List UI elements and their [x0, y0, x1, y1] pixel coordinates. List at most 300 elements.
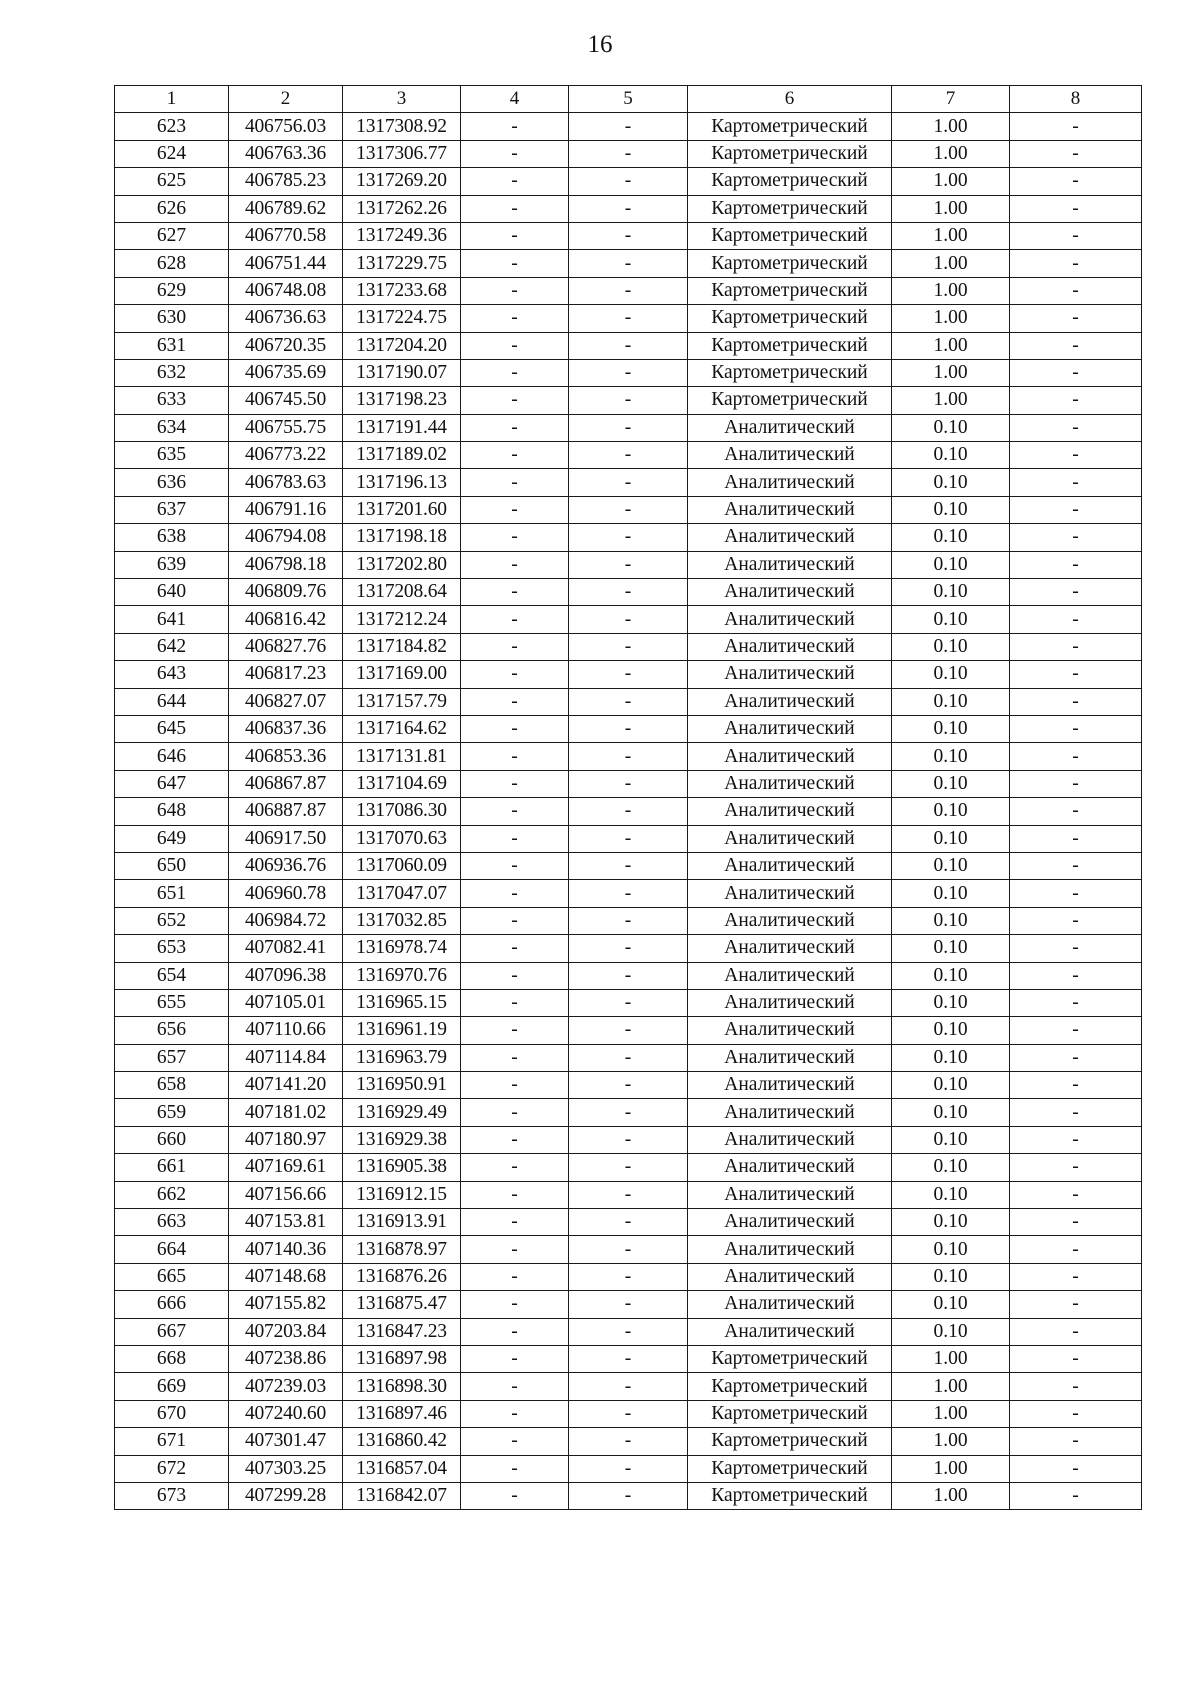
table-row: [115, 332, 1142, 359]
x-coordinate-cell: 407155.82: [229, 1291, 343, 1318]
column-4-cell: -: [461, 332, 569, 359]
point-number-cell: 665: [115, 1263, 229, 1290]
table-row: [115, 1318, 1142, 1345]
column-5-cell: -: [569, 798, 688, 825]
column-4-cell: -: [461, 688, 569, 715]
y-coordinate-cell: 1317212.24: [343, 606, 461, 633]
column-header: 3: [343, 86, 461, 113]
column-4-cell: -: [461, 1318, 569, 1345]
y-coordinate-cell: 1316961.19: [343, 1017, 461, 1044]
column-4-cell: -: [461, 606, 569, 633]
column-4-cell: -: [461, 579, 569, 606]
method-cell: Аналитический: [688, 1209, 892, 1236]
y-coordinate-cell: 1317208.64: [343, 579, 461, 606]
point-number-cell: 668: [115, 1345, 229, 1372]
method-cell: Картометрический: [688, 140, 892, 167]
y-coordinate-cell: 1317184.82: [343, 633, 461, 660]
y-coordinate-cell: 1317164.62: [343, 715, 461, 742]
column-8-cell: -: [1010, 277, 1142, 304]
point-number-cell: 635: [115, 442, 229, 469]
table-row: [115, 1017, 1142, 1044]
table-row: [115, 579, 1142, 606]
accuracy-cell: 0.10: [892, 715, 1010, 742]
x-coordinate-cell: 406720.35: [229, 332, 343, 359]
point-number-cell: 623: [115, 113, 229, 140]
table-row: [115, 935, 1142, 962]
column-8-cell: -: [1010, 1318, 1142, 1345]
method-cell: Аналитический: [688, 743, 892, 770]
accuracy-cell: 1.00: [892, 387, 1010, 414]
column-5-cell: -: [569, 1455, 688, 1482]
column-4-cell: -: [461, 1072, 569, 1099]
y-coordinate-cell: 1316897.98: [343, 1345, 461, 1372]
column-5-cell: -: [569, 1209, 688, 1236]
accuracy-cell: 0.10: [892, 633, 1010, 660]
column-5-cell: -: [569, 195, 688, 222]
accuracy-cell: 0.10: [892, 1154, 1010, 1181]
x-coordinate-cell: 406755.75: [229, 414, 343, 441]
table-row: [115, 222, 1142, 249]
column-5-cell: -: [569, 1126, 688, 1153]
column-5-cell: -: [569, 770, 688, 797]
point-number-cell: 636: [115, 469, 229, 496]
table-row: [115, 633, 1142, 660]
y-coordinate-cell: 1316897.46: [343, 1400, 461, 1427]
y-coordinate-cell: 1317169.00: [343, 661, 461, 688]
column-5-cell: -: [569, 907, 688, 934]
y-coordinate-cell: 1317189.02: [343, 442, 461, 469]
column-4-cell: -: [461, 1428, 569, 1455]
accuracy-cell: 0.10: [892, 1236, 1010, 1263]
column-5-cell: -: [569, 1291, 688, 1318]
column-5-cell: -: [569, 305, 688, 332]
accuracy-cell: 0.10: [892, 880, 1010, 907]
y-coordinate-cell: 1317191.44: [343, 414, 461, 441]
method-cell: Аналитический: [688, 1017, 892, 1044]
accuracy-cell: 1.00: [892, 195, 1010, 222]
column-5-cell: -: [569, 496, 688, 523]
point-number-cell: 664: [115, 1236, 229, 1263]
column-8-cell: -: [1010, 222, 1142, 249]
point-number-cell: 641: [115, 606, 229, 633]
column-8-cell: -: [1010, 524, 1142, 551]
column-4-cell: -: [461, 551, 569, 578]
column-8-cell: -: [1010, 1482, 1142, 1509]
point-number-cell: 663: [115, 1209, 229, 1236]
point-number-cell: 666: [115, 1291, 229, 1318]
column-5-cell: -: [569, 1099, 688, 1126]
table-row: [115, 1482, 1142, 1509]
table-row: [115, 113, 1142, 140]
point-number-cell: 647: [115, 770, 229, 797]
y-coordinate-cell: 1317249.36: [343, 222, 461, 249]
column-4-cell: -: [461, 825, 569, 852]
y-coordinate-cell: 1316875.47: [343, 1291, 461, 1318]
x-coordinate-cell: 406791.16: [229, 496, 343, 523]
column-4-cell: -: [461, 277, 569, 304]
column-5-cell: -: [569, 688, 688, 715]
column-4-cell: -: [461, 907, 569, 934]
method-cell: Аналитический: [688, 1099, 892, 1126]
method-cell: Картометрический: [688, 1482, 892, 1509]
method-cell: Аналитический: [688, 852, 892, 879]
y-coordinate-cell: 1316860.42: [343, 1428, 461, 1455]
accuracy-cell: 1.00: [892, 168, 1010, 195]
column-5-cell: -: [569, 1428, 688, 1455]
column-4-cell: -: [461, 305, 569, 332]
method-cell: Картометрический: [688, 113, 892, 140]
column-5-cell: -: [569, 1345, 688, 1372]
column-4-cell: -: [461, 140, 569, 167]
column-8-cell: -: [1010, 1181, 1142, 1208]
method-cell: Аналитический: [688, 907, 892, 934]
accuracy-cell: 0.10: [892, 907, 1010, 934]
y-coordinate-cell: 1317308.92: [343, 113, 461, 140]
y-coordinate-cell: 1317306.77: [343, 140, 461, 167]
y-coordinate-cell: 1317262.26: [343, 195, 461, 222]
column-8-cell: -: [1010, 715, 1142, 742]
column-8-cell: -: [1010, 1400, 1142, 1427]
table-row: [115, 852, 1142, 879]
column-5-cell: -: [569, 359, 688, 386]
accuracy-cell: 0.10: [892, 442, 1010, 469]
column-4-cell: -: [461, 770, 569, 797]
x-coordinate-cell: 406960.78: [229, 880, 343, 907]
y-coordinate-cell: 1317204.20: [343, 332, 461, 359]
method-cell: Аналитический: [688, 880, 892, 907]
method-cell: Картометрический: [688, 1400, 892, 1427]
accuracy-cell: 0.10: [892, 579, 1010, 606]
accuracy-cell: 0.10: [892, 852, 1010, 879]
point-number-cell: 657: [115, 1044, 229, 1071]
column-4-cell: -: [461, 880, 569, 907]
table-row: [115, 1455, 1142, 1482]
accuracy-cell: 0.10: [892, 1072, 1010, 1099]
column-8-cell: -: [1010, 688, 1142, 715]
accuracy-cell: 0.10: [892, 469, 1010, 496]
method-cell: Аналитический: [688, 1154, 892, 1181]
column-5-cell: -: [569, 332, 688, 359]
y-coordinate-cell: 1316876.26: [343, 1263, 461, 1290]
point-number-cell: 628: [115, 250, 229, 277]
method-cell: Картометрический: [688, 387, 892, 414]
column-8-cell: -: [1010, 1209, 1142, 1236]
point-number-cell: 631: [115, 332, 229, 359]
x-coordinate-cell: 406756.03: [229, 113, 343, 140]
accuracy-cell: 0.10: [892, 935, 1010, 962]
table-row: [115, 880, 1142, 907]
method-cell: Картометрический: [688, 1455, 892, 1482]
point-number-cell: 652: [115, 907, 229, 934]
column-8-cell: -: [1010, 825, 1142, 852]
x-coordinate-cell: 407238.86: [229, 1345, 343, 1372]
method-cell: Картометрический: [688, 195, 892, 222]
y-coordinate-cell: 1316878.97: [343, 1236, 461, 1263]
method-cell: Картометрический: [688, 359, 892, 386]
method-cell: Картометрический: [688, 168, 892, 195]
point-number-cell: 629: [115, 277, 229, 304]
column-4-cell: -: [461, 414, 569, 441]
column-8-cell: -: [1010, 195, 1142, 222]
table-row: [115, 195, 1142, 222]
column-4-cell: -: [461, 1455, 569, 1482]
point-number-cell: 669: [115, 1373, 229, 1400]
point-number-cell: 659: [115, 1099, 229, 1126]
y-coordinate-cell: 1316905.38: [343, 1154, 461, 1181]
column-header: 2: [229, 86, 343, 113]
column-5-cell: -: [569, 661, 688, 688]
accuracy-cell: 0.10: [892, 496, 1010, 523]
point-number-cell: 625: [115, 168, 229, 195]
column-4-cell: -: [461, 195, 569, 222]
point-number-cell: 648: [115, 798, 229, 825]
x-coordinate-cell: 406816.42: [229, 606, 343, 633]
y-coordinate-cell: 1317224.75: [343, 305, 461, 332]
column-4-cell: -: [461, 852, 569, 879]
point-number-cell: 655: [115, 989, 229, 1016]
column-8-cell: -: [1010, 359, 1142, 386]
x-coordinate-cell: 406763.36: [229, 140, 343, 167]
column-header: 5: [569, 86, 688, 113]
column-8-cell: -: [1010, 1373, 1142, 1400]
table-row: [115, 606, 1142, 633]
accuracy-cell: 1.00: [892, 250, 1010, 277]
accuracy-cell: 1.00: [892, 1345, 1010, 1372]
x-coordinate-cell: 406887.87: [229, 798, 343, 825]
column-8-cell: -: [1010, 387, 1142, 414]
method-cell: Аналитический: [688, 606, 892, 633]
point-number-cell: 645: [115, 715, 229, 742]
column-4-cell: -: [461, 1345, 569, 1372]
x-coordinate-cell: 406867.87: [229, 770, 343, 797]
page-number: 16: [587, 31, 613, 58]
x-coordinate-cell: 407303.25: [229, 1455, 343, 1482]
x-coordinate-cell: 407148.68: [229, 1263, 343, 1290]
accuracy-cell: 0.10: [892, 1099, 1010, 1126]
table-row: [115, 551, 1142, 578]
column-8-cell: -: [1010, 852, 1142, 879]
point-number-cell: 630: [115, 305, 229, 332]
y-coordinate-cell: 1317157.79: [343, 688, 461, 715]
point-number-cell: 639: [115, 551, 229, 578]
table-row: [115, 1072, 1142, 1099]
point-number-cell: 653: [115, 935, 229, 962]
column-5-cell: -: [569, 715, 688, 742]
method-cell: Аналитический: [688, 442, 892, 469]
column-header: 4: [461, 86, 569, 113]
table-row: [115, 743, 1142, 770]
method-cell: Аналитический: [688, 770, 892, 797]
column-8-cell: -: [1010, 1126, 1142, 1153]
column-5-cell: -: [569, 825, 688, 852]
column-5-cell: -: [569, 168, 688, 195]
column-8-cell: -: [1010, 469, 1142, 496]
accuracy-cell: 0.10: [892, 606, 1010, 633]
method-cell: Аналитический: [688, 1236, 892, 1263]
point-number-cell: 651: [115, 880, 229, 907]
table-row: [115, 140, 1142, 167]
column-4-cell: -: [461, 1154, 569, 1181]
x-coordinate-cell: 407110.66: [229, 1017, 343, 1044]
column-5-cell: -: [569, 113, 688, 140]
column-8-cell: -: [1010, 798, 1142, 825]
x-coordinate-cell: 406736.63: [229, 305, 343, 332]
column-8-cell: -: [1010, 168, 1142, 195]
x-coordinate-cell: 406745.50: [229, 387, 343, 414]
column-8-cell: -: [1010, 442, 1142, 469]
column-8-cell: -: [1010, 140, 1142, 167]
x-coordinate-cell: 406853.36: [229, 743, 343, 770]
accuracy-cell: 0.10: [892, 1044, 1010, 1071]
x-coordinate-cell: 407180.97: [229, 1126, 343, 1153]
accuracy-cell: 0.10: [892, 1209, 1010, 1236]
point-number-cell: 660: [115, 1126, 229, 1153]
accuracy-cell: 1.00: [892, 113, 1010, 140]
x-coordinate-cell: 407239.03: [229, 1373, 343, 1400]
column-header: 7: [892, 86, 1010, 113]
point-number-cell: 634: [115, 414, 229, 441]
method-cell: Картометрический: [688, 222, 892, 249]
column-5-cell: -: [569, 1017, 688, 1044]
column-5-cell: -: [569, 469, 688, 496]
column-4-cell: -: [461, 1400, 569, 1427]
y-coordinate-cell: 1316857.04: [343, 1455, 461, 1482]
column-5-cell: -: [569, 524, 688, 551]
method-cell: Аналитический: [688, 633, 892, 660]
x-coordinate-cell: 406984.72: [229, 907, 343, 934]
column-4-cell: -: [461, 168, 569, 195]
table-row: [115, 715, 1142, 742]
column-5-cell: -: [569, 222, 688, 249]
accuracy-cell: 0.10: [892, 825, 1010, 852]
column-5-cell: -: [569, 852, 688, 879]
x-coordinate-cell: 407181.02: [229, 1099, 343, 1126]
column-4-cell: -: [461, 1099, 569, 1126]
point-number-cell: 627: [115, 222, 229, 249]
column-5-cell: -: [569, 140, 688, 167]
column-8-cell: -: [1010, 606, 1142, 633]
column-8-cell: -: [1010, 414, 1142, 441]
column-4-cell: -: [461, 633, 569, 660]
column-4-cell: -: [461, 359, 569, 386]
accuracy-cell: 0.10: [892, 743, 1010, 770]
column-5-cell: -: [569, 606, 688, 633]
accuracy-cell: 1.00: [892, 1455, 1010, 1482]
method-cell: Аналитический: [688, 1318, 892, 1345]
column-4-cell: -: [461, 743, 569, 770]
y-coordinate-cell: 1317229.75: [343, 250, 461, 277]
table-row: [115, 688, 1142, 715]
column-5-cell: -: [569, 633, 688, 660]
method-cell: Аналитический: [688, 1126, 892, 1153]
accuracy-cell: 0.10: [892, 661, 1010, 688]
point-number-cell: 650: [115, 852, 229, 879]
y-coordinate-cell: 1316912.15: [343, 1181, 461, 1208]
column-4-cell: -: [461, 962, 569, 989]
accuracy-cell: 0.10: [892, 798, 1010, 825]
x-coordinate-cell: 406827.76: [229, 633, 343, 660]
column-5-cell: -: [569, 880, 688, 907]
column-4-cell: -: [461, 1482, 569, 1509]
column-5-cell: -: [569, 414, 688, 441]
accuracy-cell: 0.10: [892, 1017, 1010, 1044]
method-cell: Аналитический: [688, 414, 892, 441]
point-number-cell: 633: [115, 387, 229, 414]
y-coordinate-cell: 1316847.23: [343, 1318, 461, 1345]
column-8-cell: -: [1010, 332, 1142, 359]
x-coordinate-cell: 406783.63: [229, 469, 343, 496]
y-coordinate-cell: 1316913.91: [343, 1209, 461, 1236]
x-coordinate-cell: 407082.41: [229, 935, 343, 962]
x-coordinate-cell: 406809.76: [229, 579, 343, 606]
table-row: [115, 1181, 1142, 1208]
column-header: 8: [1010, 86, 1142, 113]
column-8-cell: -: [1010, 1017, 1142, 1044]
column-8-cell: -: [1010, 935, 1142, 962]
point-number-cell: 624: [115, 140, 229, 167]
point-number-cell: 671: [115, 1428, 229, 1455]
column-4-cell: -: [461, 1236, 569, 1263]
column-8-cell: -: [1010, 661, 1142, 688]
accuracy-cell: 1.00: [892, 1373, 1010, 1400]
column-4-cell: -: [461, 1044, 569, 1071]
y-coordinate-cell: 1317032.85: [343, 907, 461, 934]
accuracy-cell: 0.10: [892, 1263, 1010, 1290]
column-8-cell: -: [1010, 1044, 1142, 1071]
column-8-cell: -: [1010, 1236, 1142, 1263]
method-cell: Аналитический: [688, 935, 892, 962]
y-coordinate-cell: 1316978.74: [343, 935, 461, 962]
x-coordinate-cell: 407105.01: [229, 989, 343, 1016]
table-row: [115, 1373, 1142, 1400]
x-coordinate-cell: 407096.38: [229, 962, 343, 989]
column-8-cell: -: [1010, 1099, 1142, 1126]
method-cell: Аналитический: [688, 1072, 892, 1099]
column-5-cell: -: [569, 277, 688, 304]
column-4-cell: -: [461, 250, 569, 277]
table-row: [115, 496, 1142, 523]
column-5-cell: -: [569, 1072, 688, 1099]
x-coordinate-cell: 407301.47: [229, 1428, 343, 1455]
column-4-cell: -: [461, 1126, 569, 1153]
table-row: [115, 1345, 1142, 1372]
x-coordinate-cell: 406827.07: [229, 688, 343, 715]
method-cell: Картометрический: [688, 250, 892, 277]
column-4-cell: -: [461, 661, 569, 688]
column-5-cell: -: [569, 579, 688, 606]
y-coordinate-cell: 1316950.91: [343, 1072, 461, 1099]
accuracy-cell: 0.10: [892, 524, 1010, 551]
column-5-cell: -: [569, 1482, 688, 1509]
y-coordinate-cell: 1317269.20: [343, 168, 461, 195]
method-cell: Аналитический: [688, 962, 892, 989]
accuracy-cell: 0.10: [892, 1291, 1010, 1318]
column-5-cell: -: [569, 250, 688, 277]
y-coordinate-cell: 1317198.23: [343, 387, 461, 414]
method-cell: Картометрический: [688, 1428, 892, 1455]
accuracy-cell: 1.00: [892, 140, 1010, 167]
method-cell: Аналитический: [688, 1044, 892, 1071]
method-cell: Аналитический: [688, 661, 892, 688]
method-cell: Аналитический: [688, 551, 892, 578]
table-row: [115, 962, 1142, 989]
column-8-cell: -: [1010, 1428, 1142, 1455]
column-4-cell: -: [461, 1017, 569, 1044]
point-number-cell: 670: [115, 1400, 229, 1427]
accuracy-cell: 1.00: [892, 277, 1010, 304]
table-row: [115, 1263, 1142, 1290]
table-row: [115, 277, 1142, 304]
